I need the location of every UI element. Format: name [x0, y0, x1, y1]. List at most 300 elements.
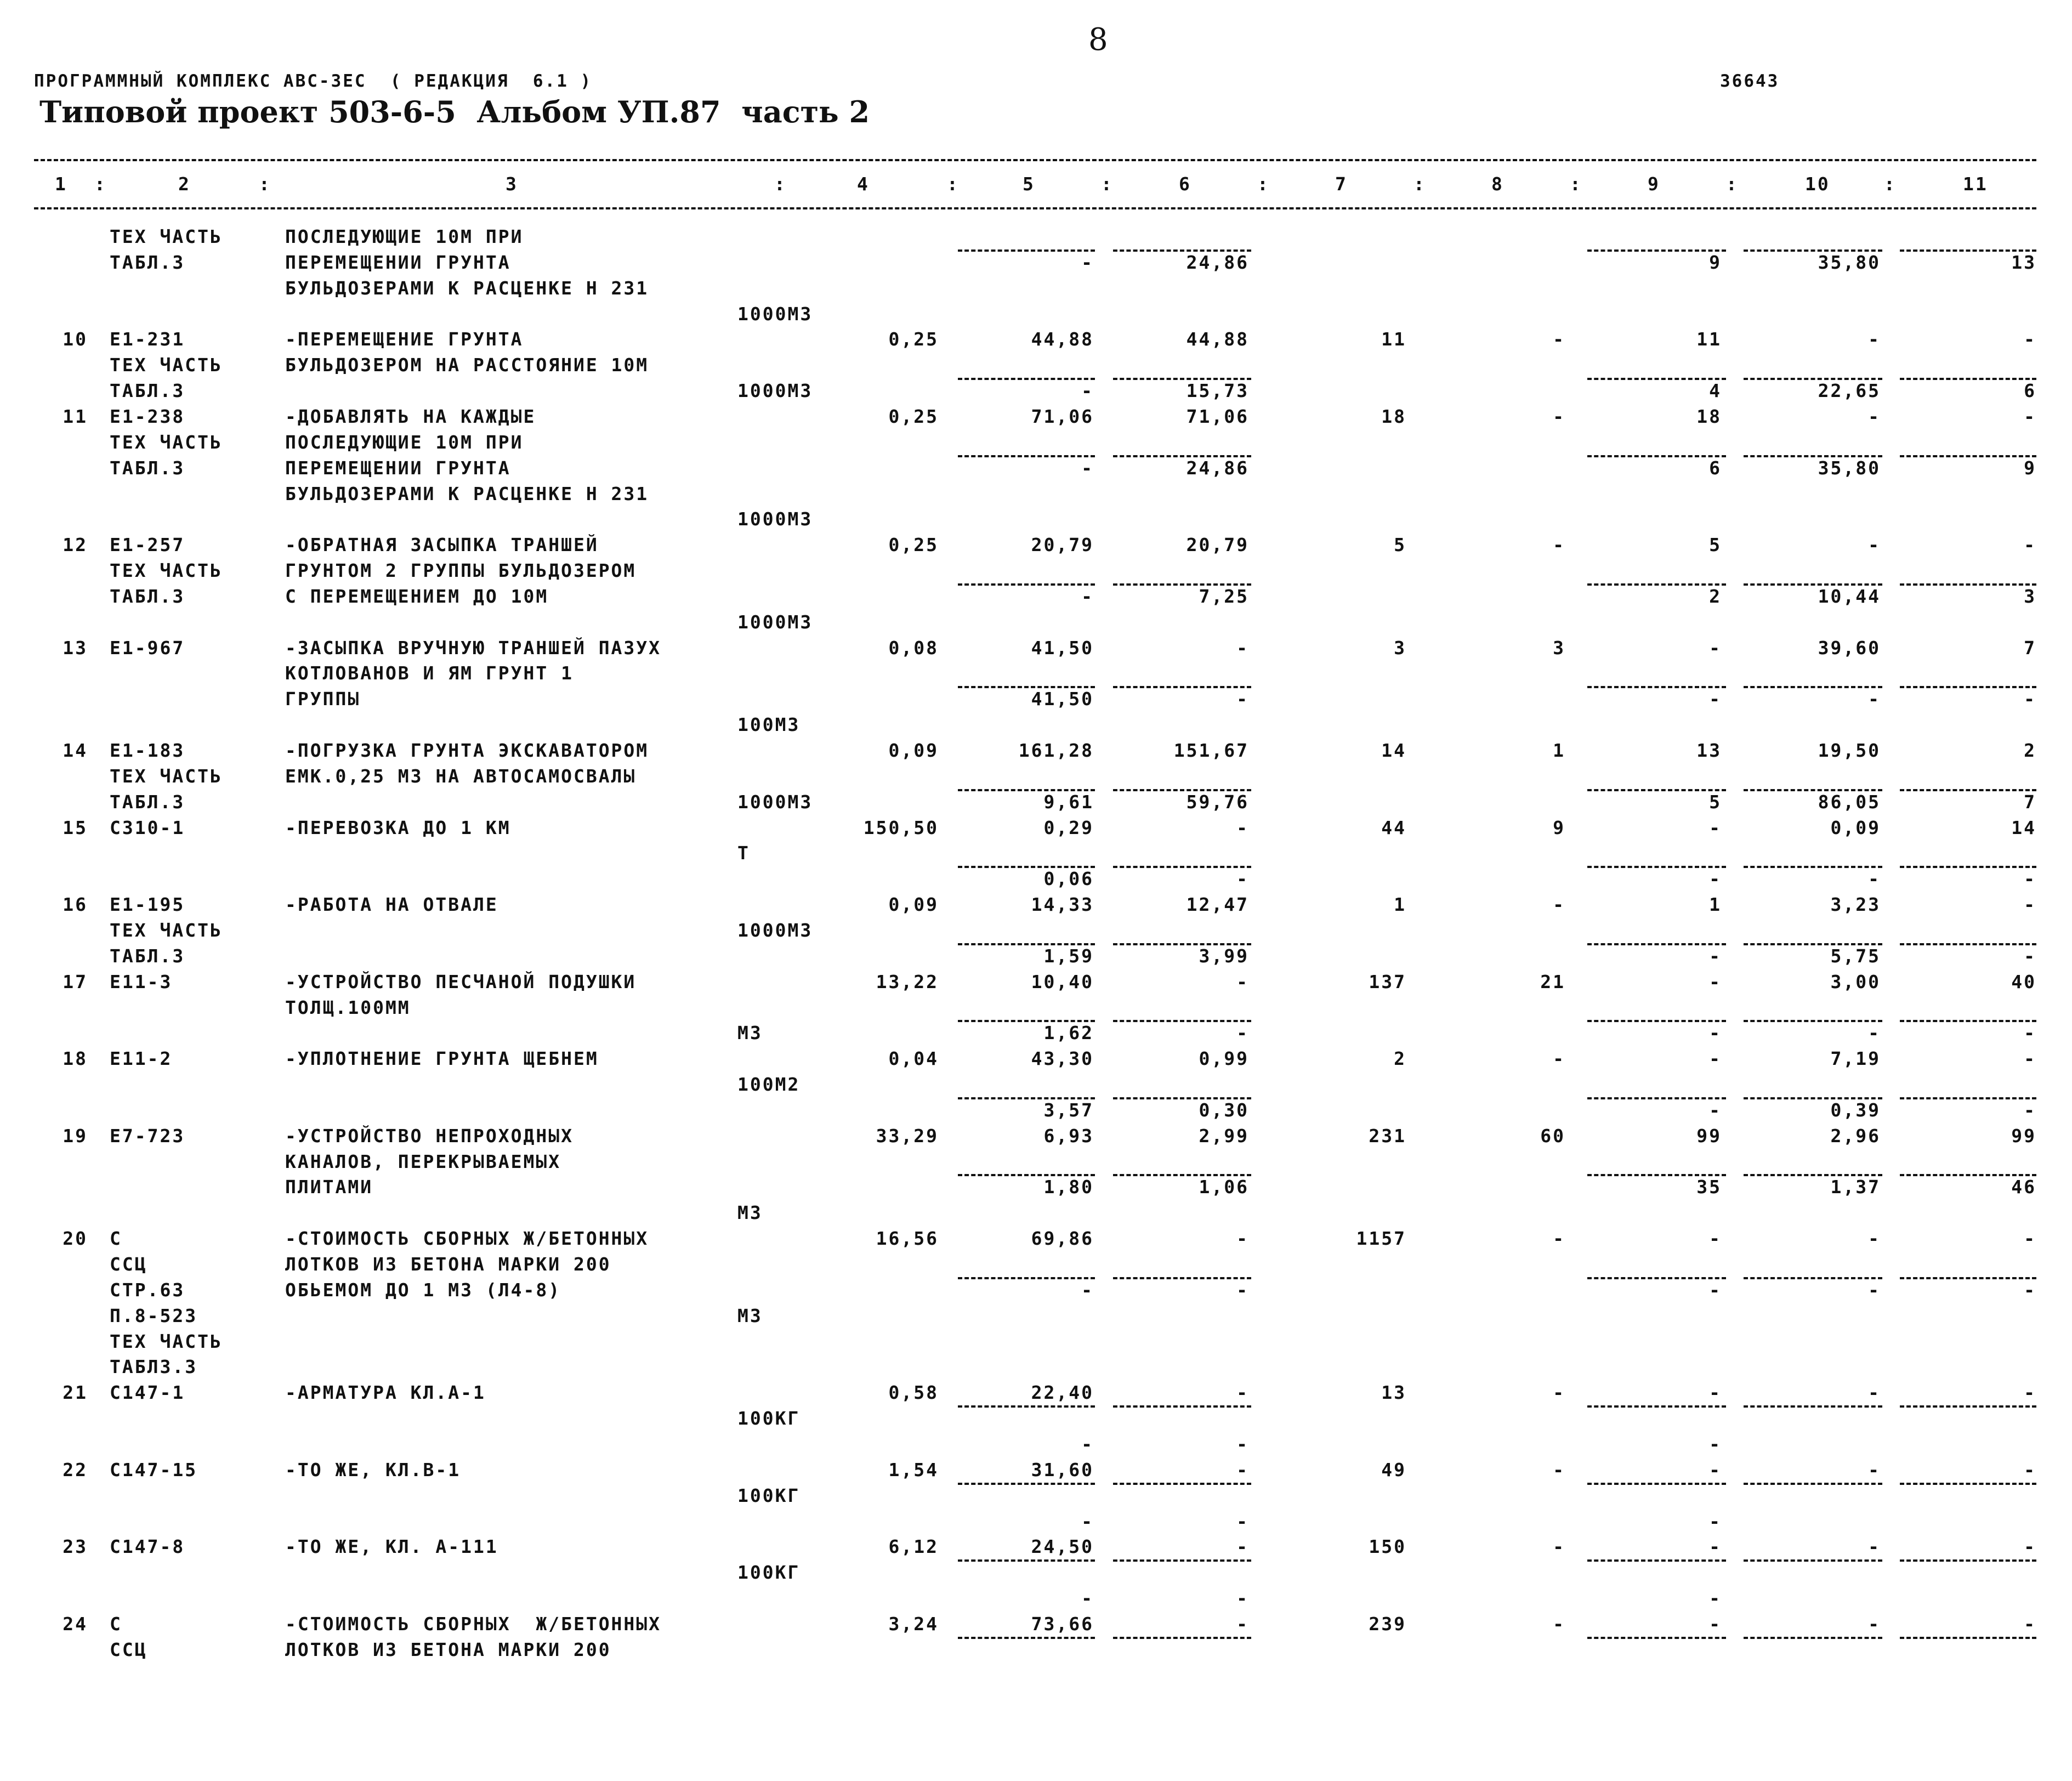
rate-code: ТАБЛ.3 [110, 945, 185, 967]
column-separator: : [1101, 173, 1114, 195]
value-col-10: - [1868, 1613, 1881, 1635]
value-separator-rule [1587, 1020, 1726, 1022]
value-col-9: - [1709, 945, 1722, 967]
value-col-9: 5 [1709, 791, 1722, 813]
column-header-5: 5 [1023, 173, 1035, 195]
value-separator-rule [1900, 866, 2036, 868]
value-separator-rule [1113, 866, 1251, 868]
value-separator-rule [1587, 249, 1726, 252]
value-col-9: 99 [1696, 1125, 1722, 1147]
value-separator-rule [1113, 1405, 1251, 1408]
rate-code: П.8-523 [110, 1304, 198, 1326]
value-separator-rule [1113, 249, 1251, 252]
value-col-5: - [1081, 1587, 1094, 1609]
value-separator-rule [1113, 789, 1251, 791]
value-separator-rule [958, 686, 1095, 688]
value-col-5: - [1081, 585, 1094, 607]
value-col-9: - [1709, 1459, 1722, 1481]
value-separator-rule [1113, 583, 1251, 586]
work-description: ЛОТКОВ ИЗ БЕТОНА МАРКИ 200 [285, 1638, 611, 1660]
value-separator-rule [1744, 1483, 1882, 1485]
value-col-4: 150,50 [863, 816, 939, 838]
value-col-6: 44,88 [1186, 328, 1249, 350]
rate-code: Е1-967 [110, 637, 185, 659]
column-separator: : [774, 173, 787, 195]
work-description: -ТО ЖЕ, КЛ. А-111 [285, 1536, 498, 1558]
value-col-6: 71,06 [1186, 405, 1249, 427]
value-col-5: 41,50 [1031, 688, 1094, 710]
value-separator-rule [1900, 789, 2036, 791]
value-col-10: - [1868, 868, 1881, 890]
value-separator-rule [958, 378, 1095, 380]
work-description: -ПЕРЕМЕЩЕНИЕ ГРУНТА [285, 328, 524, 350]
value-col-7: 11 [1381, 328, 1406, 350]
column-header-4: 4 [857, 173, 870, 195]
value-col-10: - [1868, 534, 1881, 556]
rate-code: ТАБЛ.3 [110, 457, 185, 479]
value-col-11: 13 [2011, 251, 2036, 273]
value-col-11: 99 [2011, 1125, 2036, 1147]
column-separator: : [1413, 173, 1426, 195]
value-col-9: - [1709, 1022, 1722, 1044]
unit-of-measure: 100КГ [737, 1484, 801, 1506]
column-separator: : [1726, 173, 1739, 195]
value-col-7: 239 [1369, 1613, 1406, 1635]
value-col-9: - [1709, 637, 1722, 659]
value-separator-rule [1900, 943, 2036, 945]
value-col-11: 6 [2024, 380, 2036, 402]
value-col-6: - [1236, 1279, 1249, 1301]
value-separator-rule [1587, 686, 1726, 688]
work-description: ПОСЛЕДУЮЩИЕ 10М ПРИ [285, 431, 524, 453]
value-separator-rule [1587, 866, 1726, 868]
value-separator-rule [958, 583, 1095, 586]
value-col-9: - [1709, 971, 1722, 992]
work-description: ПЕРЕМЕЩЕНИИ ГРУНТА [285, 457, 511, 479]
value-col-10: - [1868, 1022, 1881, 1044]
work-description: ТОЛЩ.100ММ [285, 996, 411, 1018]
value-col-7: 150 [1369, 1536, 1406, 1558]
value-col-11: - [2024, 868, 2036, 890]
value-col-6: 24,86 [1186, 251, 1249, 273]
value-separator-rule [958, 249, 1095, 252]
value-col-4: 3,24 [888, 1613, 939, 1635]
value-col-5: - [1081, 1433, 1094, 1455]
value-col-9: - [1709, 1587, 1722, 1609]
value-separator-rule [1744, 1405, 1882, 1408]
value-col-9: - [1709, 1536, 1722, 1558]
value-separator-rule [1900, 1637, 2036, 1639]
value-col-10: 7,19 [1830, 1048, 1881, 1070]
value-separator-rule [1113, 1277, 1251, 1279]
value-col-10: 35,80 [1818, 251, 1881, 273]
rate-code: С147-1 [110, 1382, 185, 1404]
value-col-5: 1,62 [1043, 1022, 1094, 1044]
value-separator-rule [1587, 1277, 1726, 1279]
value-col-8: - [1553, 1613, 1565, 1635]
value-col-10: 86,05 [1818, 791, 1881, 813]
value-col-9: - [1709, 1228, 1722, 1250]
item-number: 10 [63, 328, 88, 350]
value-separator-rule [1113, 1637, 1251, 1639]
value-col-6: - [1236, 1459, 1249, 1481]
value-col-7: 44 [1381, 816, 1406, 838]
column-header-9: 9 [1648, 173, 1660, 195]
value-col-8: - [1553, 894, 1565, 916]
value-col-7: 1 [1394, 894, 1406, 916]
work-description: -ЗАСЫПКА ВРУЧНУЮ ТРАНШЕЙ ПАЗУХ [285, 637, 662, 659]
work-description: ГРУППЫ [285, 688, 361, 710]
rate-code: ТАБЛ.3 [110, 251, 185, 273]
work-description: ЛОТКОВ ИЗ БЕТОНА МАРКИ 200 [285, 1253, 611, 1275]
rate-code: Е11-3 [110, 971, 173, 992]
rate-code: С [110, 1613, 122, 1635]
value-col-7: 13 [1381, 1382, 1406, 1404]
value-col-8: 9 [1553, 816, 1565, 838]
value-col-10: - [1868, 328, 1881, 350]
value-col-8: 21 [1540, 971, 1565, 992]
value-separator-rule [1587, 1097, 1726, 1099]
value-col-4: 0,09 [888, 740, 939, 761]
work-description: ПЕРЕМЕЩЕНИИ ГРУНТА [285, 251, 511, 273]
unit-of-measure: М3 [737, 1022, 763, 1044]
value-separator-rule [1587, 789, 1726, 791]
rate-code: ТАБЛ.3 [110, 380, 185, 402]
unit-of-measure: 100М3 [737, 714, 801, 736]
value-col-11: - [2024, 1099, 2036, 1121]
rate-code: ТАБЛ.3 [110, 585, 185, 607]
value-separator-rule [1900, 1097, 2036, 1099]
value-col-5: 1,59 [1043, 945, 1094, 967]
item-number: 18 [63, 1048, 88, 1070]
value-col-9: - [1709, 1613, 1722, 1635]
document-title: Типовой проект 503-6-5 Альбом УП.87 часть 2 [39, 94, 870, 129]
item-number: 19 [63, 1125, 88, 1147]
work-description: ПОСЛЕДУЮЩИЕ 10М ПРИ [285, 226, 524, 247]
rate-code: ТЕХ ЧАСТЬ [110, 226, 223, 247]
work-description: КАНАЛОВ, ПЕРЕКРЫВАЕМЫХ [285, 1150, 561, 1172]
value-col-5: 161,28 [1018, 740, 1094, 761]
item-number: 22 [63, 1459, 88, 1481]
value-col-6: - [1236, 868, 1249, 890]
value-col-11: 2 [2024, 740, 2036, 761]
work-description: -РАБОТА НА ОТВАЛЕ [285, 894, 498, 916]
value-col-9: 11 [1696, 328, 1722, 350]
value-col-6: - [1236, 1433, 1249, 1455]
value-col-6: - [1236, 1022, 1249, 1044]
value-col-9: - [1709, 1382, 1722, 1404]
value-separator-rule [1744, 249, 1882, 252]
value-col-11: - [2024, 1279, 2036, 1301]
value-col-7: 2 [1394, 1048, 1406, 1070]
work-description: -УСТРОЙСТВО ПЕСЧАНОЙ ПОДУШКИ [285, 971, 637, 992]
item-number: 24 [63, 1613, 88, 1635]
value-col-6: - [1236, 1587, 1249, 1609]
unit-of-measure: 100М2 [737, 1074, 801, 1096]
value-col-7: 14 [1381, 740, 1406, 761]
rate-code: С [110, 1228, 122, 1250]
rate-code: ТЕХ ЧАСТЬ [110, 765, 223, 787]
work-description: -СТОИМОСТЬ СБОРНЫХ Ж/БЕТОННЫХ [285, 1228, 649, 1250]
value-col-9: 9 [1709, 251, 1722, 273]
value-col-4: 0,09 [888, 894, 939, 916]
value-col-6: - [1236, 1536, 1249, 1558]
value-col-7: 3 [1394, 637, 1406, 659]
value-separator-rule [958, 1405, 1095, 1408]
value-separator-rule [1113, 943, 1251, 945]
column-separator: : [1570, 173, 1582, 195]
value-col-6: - [1236, 971, 1249, 992]
value-col-11: 46 [2011, 1176, 2036, 1198]
value-col-4: 33,29 [876, 1125, 939, 1147]
value-col-6: - [1236, 1228, 1249, 1250]
value-col-4: 0,08 [888, 637, 939, 659]
value-col-10: - [1868, 1382, 1881, 1404]
rate-code: Е7-723 [110, 1125, 185, 1147]
rate-code: С310-1 [110, 816, 185, 838]
value-col-10: 10,44 [1818, 585, 1881, 607]
value-col-6: 24,86 [1186, 457, 1249, 479]
value-col-4: 0,58 [888, 1382, 939, 1404]
value-col-7: 137 [1369, 971, 1406, 992]
work-description: -УПЛОТНЕНИЕ ГРУНТА ЩЕБНЕМ [285, 1048, 599, 1070]
value-col-10: 39,60 [1818, 637, 1881, 659]
value-separator-rule [1744, 1637, 1882, 1639]
value-col-11: - [2024, 1536, 2036, 1558]
value-separator-rule [1113, 455, 1251, 457]
value-col-11: - [2024, 945, 2036, 967]
value-separator-rule [1900, 1559, 2036, 1562]
column-separator: : [94, 173, 107, 195]
value-col-9: 13 [1696, 740, 1722, 761]
value-col-8: - [1553, 1459, 1565, 1481]
value-col-8: - [1553, 405, 1565, 427]
value-col-8: 3 [1553, 637, 1565, 659]
value-col-8: - [1553, 1536, 1565, 1558]
value-col-10: 0,39 [1830, 1099, 1881, 1121]
rate-code: ССЦ [110, 1253, 147, 1275]
value-separator-rule [958, 1637, 1095, 1639]
value-separator-rule [1744, 943, 1882, 945]
unit-of-measure: 1000М3 [737, 791, 813, 813]
value-col-5: 71,06 [1031, 405, 1094, 427]
header-bottom-rule [34, 207, 2036, 209]
value-col-6: - [1236, 816, 1249, 838]
value-col-6: - [1236, 1382, 1249, 1404]
unit-of-measure: 1000М3 [737, 919, 813, 941]
value-col-5: 31,60 [1031, 1459, 1094, 1481]
value-col-5: - [1081, 380, 1094, 402]
value-col-5: 14,33 [1031, 894, 1094, 916]
value-separator-rule [1900, 455, 2036, 457]
column-header-2: 2 [178, 173, 191, 195]
column-separator: : [259, 173, 271, 195]
column-header-7: 7 [1335, 173, 1348, 195]
value-col-7: 231 [1369, 1125, 1406, 1147]
value-col-6: 59,76 [1186, 791, 1249, 813]
value-col-5: 44,88 [1031, 328, 1094, 350]
value-col-9: - [1709, 1099, 1722, 1121]
value-col-4: 0,25 [888, 534, 939, 556]
value-col-10: 5,75 [1830, 945, 1881, 967]
unit-of-measure: Т [737, 842, 750, 864]
top-rule [34, 159, 2036, 161]
value-separator-rule [1900, 1405, 2036, 1408]
column-header-8: 8 [1491, 173, 1504, 195]
unit-of-measure: 1000М3 [737, 611, 813, 633]
value-separator-rule [1744, 789, 1882, 791]
program-header-line: ПРОГРАММНЫЙ КОМПЛЕКС АВС-ЗЕС ( РЕДАКЦИЯ 6.1 ) [34, 71, 593, 91]
value-col-5: 69,86 [1031, 1228, 1094, 1250]
value-col-11: - [2024, 534, 2036, 556]
value-separator-rule [1900, 1174, 2036, 1176]
value-col-6: 151,67 [1173, 740, 1249, 761]
value-separator-rule [958, 1277, 1095, 1279]
value-col-7: 49 [1381, 1459, 1406, 1481]
value-separator-rule [1900, 686, 2036, 688]
value-separator-rule [1587, 583, 1726, 586]
rate-code: С147-15 [110, 1459, 198, 1481]
value-col-11: 7 [2024, 791, 2036, 813]
value-col-8: 1 [1553, 740, 1565, 761]
work-description: ГРУНТОМ 2 ГРУППЫ БУЛЬДОЗЕРОМ [285, 560, 637, 582]
rate-code: Е1-257 [110, 534, 185, 556]
value-col-9: 5 [1709, 534, 1722, 556]
value-col-5: 24,50 [1031, 1536, 1094, 1558]
unit-of-measure: 1000М3 [737, 380, 813, 402]
unit-of-measure: 100КГ [737, 1408, 801, 1430]
work-description: -ПОГРУЗКА ГРУНТА ЭКСКАВАТОРОМ [285, 740, 649, 761]
rate-code: С147-8 [110, 1536, 185, 1558]
value-col-11: - [2024, 405, 2036, 427]
value-col-6: - [1236, 637, 1249, 659]
item-number: 17 [63, 971, 88, 992]
work-description: -УСТРОЙСТВО НЕПРОХОДНЫХ [285, 1125, 574, 1147]
value-separator-rule [1744, 1097, 1882, 1099]
value-separator-rule [1900, 583, 2036, 586]
value-col-5: - [1081, 1279, 1094, 1301]
value-col-9: - [1709, 1510, 1722, 1532]
value-separator-rule [1587, 943, 1726, 945]
rate-code: ТЕХ ЧАСТЬ [110, 354, 223, 376]
value-col-8: - [1553, 328, 1565, 350]
value-col-11: - [2024, 1613, 2036, 1635]
value-col-5: 41,50 [1031, 637, 1094, 659]
value-col-10: 22,65 [1818, 380, 1881, 402]
value-col-6: - [1236, 1613, 1249, 1635]
work-description: -ДОБАВЛЯТЬ НА КАЖДЫЕ [285, 405, 536, 427]
column-header-3: 3 [506, 173, 518, 195]
value-separator-rule [1900, 1020, 2036, 1022]
column-separator: : [947, 173, 960, 195]
value-col-6: 0,30 [1199, 1099, 1249, 1121]
rate-code: Е11-2 [110, 1048, 173, 1070]
value-separator-rule [958, 866, 1095, 868]
value-separator-rule [1587, 378, 1726, 380]
value-col-5: 9,61 [1043, 791, 1094, 813]
value-col-6: 12,47 [1186, 894, 1249, 916]
value-col-8: - [1553, 1382, 1565, 1404]
value-col-8: 60 [1540, 1125, 1565, 1147]
item-number: 21 [63, 1382, 88, 1404]
value-col-5: 0,29 [1043, 816, 1094, 838]
value-col-9: 18 [1696, 405, 1722, 427]
value-col-11: 14 [2011, 816, 2036, 838]
value-separator-rule [1744, 1020, 1882, 1022]
value-col-6: - [1236, 1510, 1249, 1532]
value-col-10: - [1868, 1536, 1881, 1558]
value-col-5: 0,06 [1043, 868, 1094, 890]
value-separator-rule [1900, 1277, 2036, 1279]
value-col-6: 7,25 [1199, 585, 1249, 607]
value-col-10: 0,09 [1830, 816, 1881, 838]
value-col-6: 20,79 [1186, 534, 1249, 556]
rate-code: Е1-238 [110, 405, 185, 427]
value-col-4: 16,56 [876, 1228, 939, 1250]
work-description: -ОБРАТНАЯ ЗАСЫПКА ТРАНШЕЙ [285, 534, 599, 556]
value-col-9: 2 [1709, 585, 1722, 607]
value-col-5: 43,30 [1031, 1048, 1094, 1070]
value-col-11: - [2024, 1382, 2036, 1404]
rate-code: СТР.63 [110, 1279, 185, 1301]
value-separator-rule [958, 1097, 1095, 1099]
value-separator-rule [1113, 378, 1251, 380]
value-col-11: - [2024, 1022, 2036, 1044]
work-description: -СТОИМОСТЬ СБОРНЫХ Ж/БЕТОННЫХ [285, 1613, 662, 1635]
column-separator: : [1257, 173, 1270, 195]
value-col-9: 4 [1709, 380, 1722, 402]
rate-code: ТЕХ ЧАСТЬ [110, 560, 223, 582]
value-separator-rule [1744, 1174, 1882, 1176]
value-col-4: 0,25 [888, 328, 939, 350]
rate-code: Е1-231 [110, 328, 185, 350]
value-separator-rule [958, 943, 1095, 945]
value-separator-rule [1900, 1483, 2036, 1485]
rate-code: ТАБЛ3.3 [110, 1356, 198, 1378]
value-col-10: 3,00 [1830, 971, 1881, 992]
value-col-10: - [1868, 688, 1881, 710]
value-col-5: - [1081, 251, 1094, 273]
unit-of-measure: М3 [737, 1202, 763, 1224]
value-col-10: - [1868, 405, 1881, 427]
value-separator-rule [1900, 378, 2036, 380]
rate-code: Е1-195 [110, 894, 185, 916]
item-number: 11 [63, 405, 88, 427]
rate-code: ССЦ [110, 1638, 147, 1660]
value-separator-rule [1587, 455, 1726, 457]
value-separator-rule [1113, 1020, 1251, 1022]
value-separator-rule [1900, 249, 2036, 252]
item-number: 23 [63, 1536, 88, 1558]
value-col-8: - [1553, 1228, 1565, 1250]
value-separator-rule [1744, 866, 1882, 868]
value-col-5: 1,80 [1043, 1176, 1094, 1198]
value-col-9: 6 [1709, 457, 1722, 479]
rate-code: ТАБЛ.3 [110, 791, 185, 813]
value-col-7: 1157 [1356, 1228, 1406, 1250]
value-separator-rule [1744, 1277, 1882, 1279]
value-separator-rule [1587, 1559, 1726, 1562]
work-description: БУЛЬДОЗЕРАМИ К РАСЦЕНКЕ Н 231 [285, 483, 649, 504]
value-col-11: 3 [2024, 585, 2036, 607]
value-col-5: 20,79 [1031, 534, 1094, 556]
value-col-11: 40 [2011, 971, 2036, 992]
work-description: БУЛЬДОЗЕРАМИ К РАСЦЕНКЕ Н 231 [285, 277, 649, 299]
value-col-6: - [1236, 688, 1249, 710]
value-separator-rule [1744, 583, 1882, 586]
value-col-7: 18 [1381, 405, 1406, 427]
value-separator-rule [958, 455, 1095, 457]
